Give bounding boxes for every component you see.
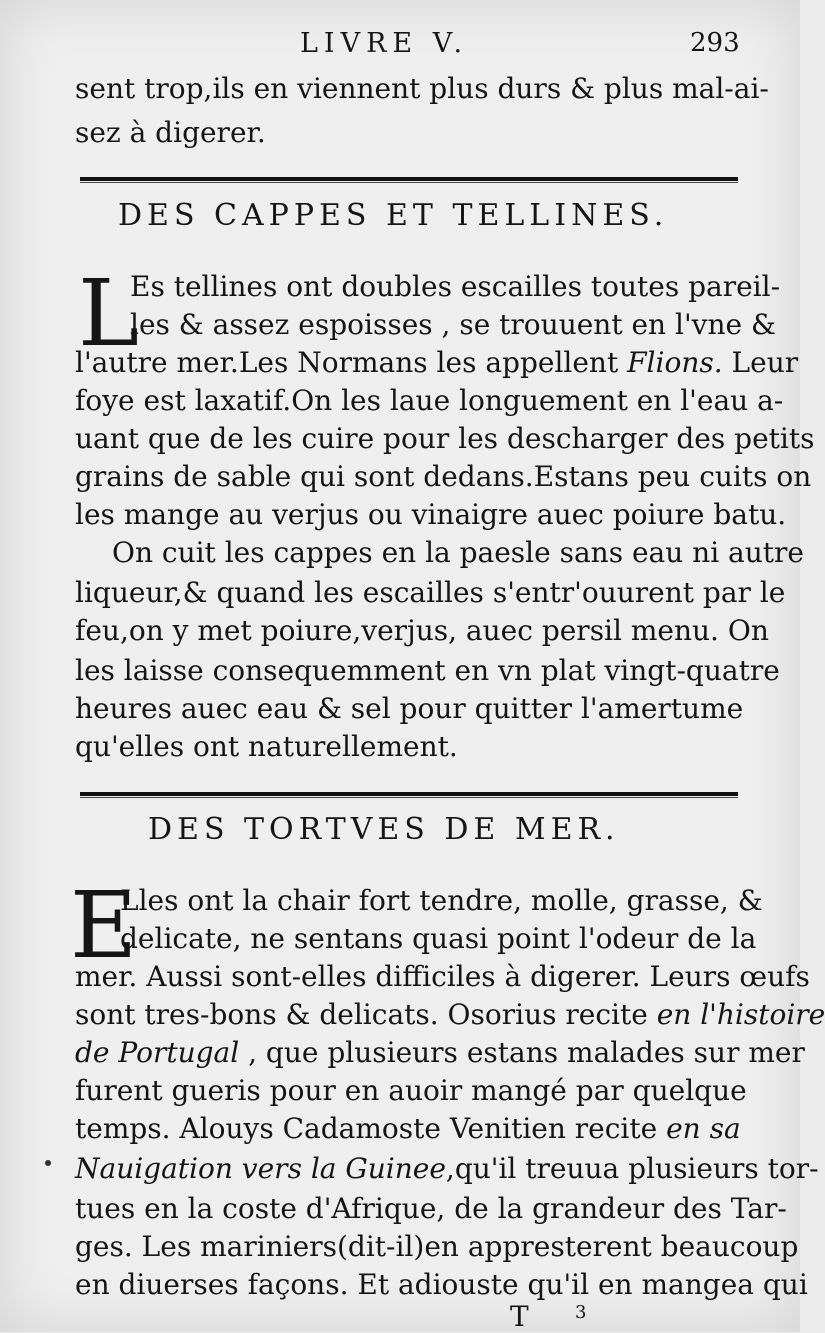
section-divider xyxy=(80,792,738,796)
section-heading: DES CAPPES ET TELLINES. xyxy=(118,198,669,233)
text-line: mer. Aussi sont-elles difficiles à digerer. Leurs œufs xyxy=(75,960,810,993)
text-line xyxy=(75,1150,819,1188)
text-line: sez à digerer. xyxy=(75,116,266,149)
text-line: Es tellines ont doubles escailles toutes pareil- xyxy=(130,270,781,303)
italic-term: en l'histoire xyxy=(656,998,825,1031)
text-run: ,qu'il treuua plusieurs tor- xyxy=(445,1152,819,1185)
text-line: On cuit les cappes en la paesle sans eau ni autre xyxy=(112,536,804,569)
text-line: furent gueris pour en auoir mangé par quelque xyxy=(75,1074,747,1107)
drop-cap: L xyxy=(78,260,140,367)
text-run: Leur xyxy=(722,346,799,379)
text-line: qu'elles ont naturellement. xyxy=(75,730,458,763)
italic-term: en sa xyxy=(666,1112,741,1145)
running-title: LIVRE V. xyxy=(300,28,469,59)
text-line: Lles ont la chair fort tendre, molle, grasse, & xyxy=(120,884,763,917)
text-line xyxy=(75,1034,805,1072)
text-line: en diuerses façons. Et adiouste qu'il en mangea qui xyxy=(75,1268,808,1301)
text-line xyxy=(75,344,799,382)
text-line: delicate, ne sentans quasi point l'odeur de la xyxy=(120,922,757,955)
text-line: feu,on y met poiure,verjus, auec persil menu. On xyxy=(75,614,769,647)
text-line: liqueur,& quand les escailles s'entr'ouurent par le xyxy=(75,576,786,609)
page-number: 293 xyxy=(690,28,740,58)
text-run: sont tres-bons & delicats. Osorius recite xyxy=(75,998,657,1031)
text-line: les & assez espoisses , se trouuent en l'vne & xyxy=(130,308,776,341)
italic-term: Flions. xyxy=(627,346,723,379)
italic-term: Nauigation vers la Guinee xyxy=(75,1152,446,1185)
text-line: sent trop,ils en viennent plus durs & plus mal-ai- xyxy=(75,72,769,105)
text-line: grains de sable qui sont dedans.Estans peu cuits on xyxy=(75,460,812,493)
text-run: temps. Alouys Cadamoste Venitien recite xyxy=(75,1112,667,1145)
drop-cap: E xyxy=(70,872,138,979)
text-run: , que plusieurs estans malades sur mer xyxy=(239,1036,805,1069)
text-line: les laisse consequemment en vn plat vingt-quatre xyxy=(75,654,780,687)
text-line: heures auec eau & sel pour quitter l'amertume xyxy=(75,692,744,725)
italic-term: de Portugal xyxy=(75,1036,240,1069)
text-line: tues en la coste d'Afrique, de la grandeur des Tar- xyxy=(75,1192,787,1225)
text-run: l'autre mer.Les Normans les appellent xyxy=(75,346,628,379)
text-line: foye est laxatif.On les laue longuement en l'eau a- xyxy=(75,384,784,417)
text-line: ges. Les mariniers(dit-il)en appresterent beaucoup xyxy=(75,1230,799,1263)
text-line xyxy=(75,1110,740,1148)
signature-mark: 3 xyxy=(575,1302,587,1323)
text-line: les mange au verjus ou vinaigre auec poiure batu. xyxy=(75,498,787,531)
text-line: uant que de les cuire pour les descharger des petits xyxy=(75,422,815,455)
section-divider xyxy=(80,177,738,181)
text-line xyxy=(75,996,825,1034)
margin-dot xyxy=(45,1160,51,1166)
catchword: T xyxy=(510,1300,529,1333)
section-heading: DES TORTVES DE MER. xyxy=(148,812,620,847)
